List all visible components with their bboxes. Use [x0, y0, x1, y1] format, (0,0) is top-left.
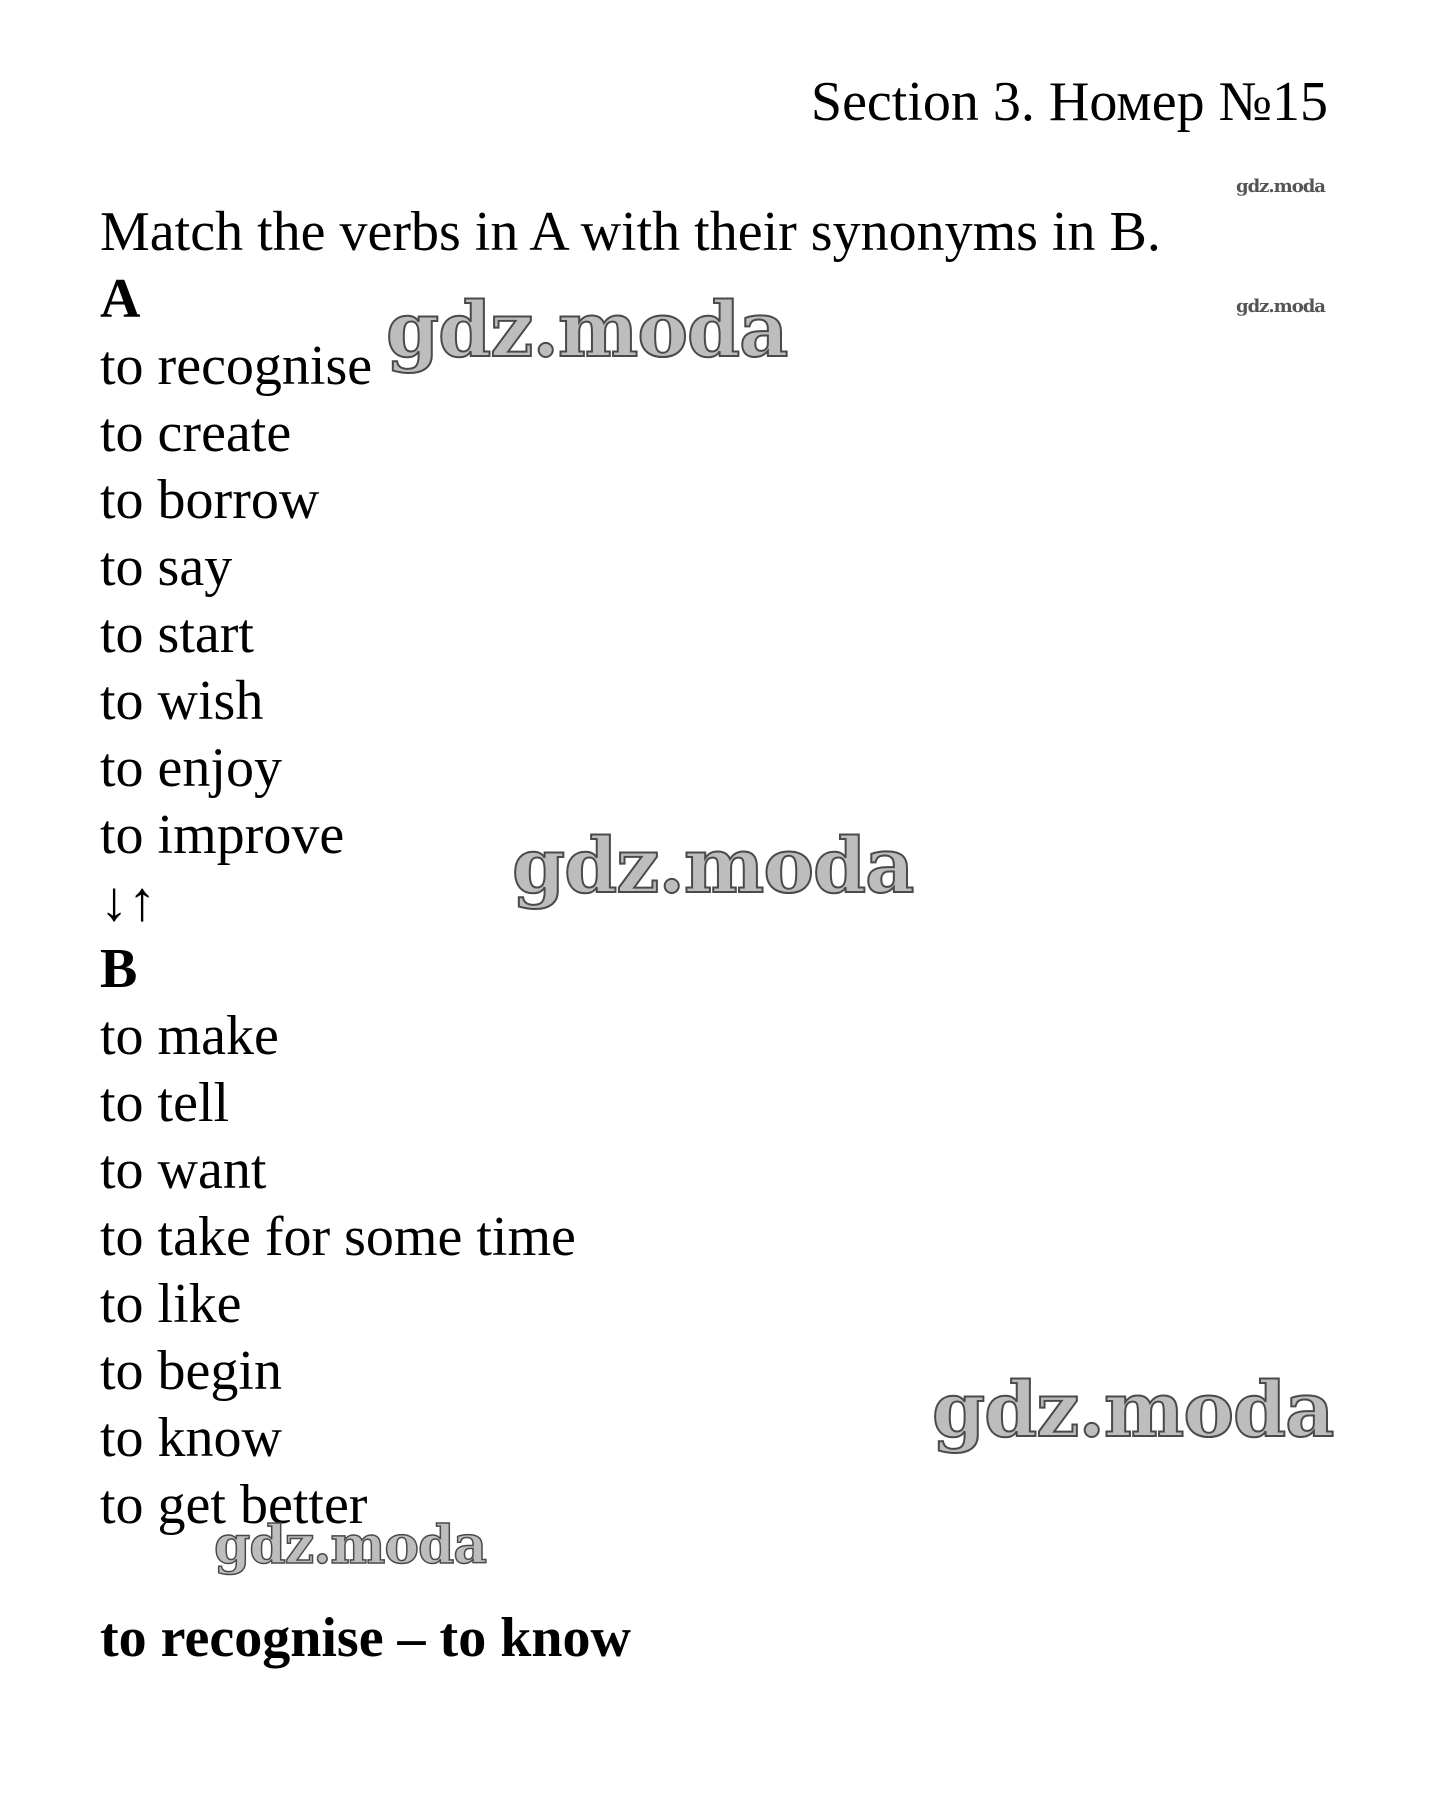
column-b-item: to get better: [100, 1474, 368, 1536]
column-a-item: to borrow: [100, 469, 320, 531]
column-a-item: to wish: [100, 670, 264, 732]
column-b-item: to tell: [100, 1072, 230, 1134]
arrows-icon: ↓↑: [100, 871, 156, 933]
column-a-list: [100, 333, 1340, 869]
column-a-item: to say: [100, 536, 233, 598]
watermark-logo: gdz.moda: [512, 821, 914, 910]
exercise-instruction: Match the verbs in A with their synonyms in B.: [100, 201, 1161, 263]
watermark-logo: gdz.moda: [932, 1365, 1334, 1454]
column-b-item: to make: [100, 1005, 279, 1067]
column-a-item: to enjoy: [100, 737, 282, 799]
column-b-item: to take for some time: [100, 1206, 576, 1268]
column-a-item: to recognise: [100, 335, 373, 397]
answer-text: to recognise – to know: [100, 1607, 631, 1669]
column-b-item: to know: [100, 1407, 282, 1469]
column-b-heading: B: [100, 938, 138, 1000]
column-a-item: to create: [100, 402, 292, 464]
column-a-item: to start: [100, 603, 254, 665]
column-a-heading: A: [100, 268, 141, 330]
column-b-item: to begin: [100, 1340, 282, 1402]
watermark-logo: gdz.moda: [1236, 176, 1325, 197]
column-b-list: [100, 1003, 1340, 1539]
watermark-logo: gdz.moda: [214, 1515, 487, 1576]
page-title: Section 3. Номер №15: [810, 71, 1328, 133]
watermark-logo: gdz.moda: [1236, 296, 1325, 317]
column-b-item: to want: [100, 1139, 267, 1201]
column-a-item: to improve: [100, 804, 345, 866]
watermark-logo: gdz.moda: [386, 285, 788, 374]
column-b-item: to like: [100, 1273, 242, 1335]
